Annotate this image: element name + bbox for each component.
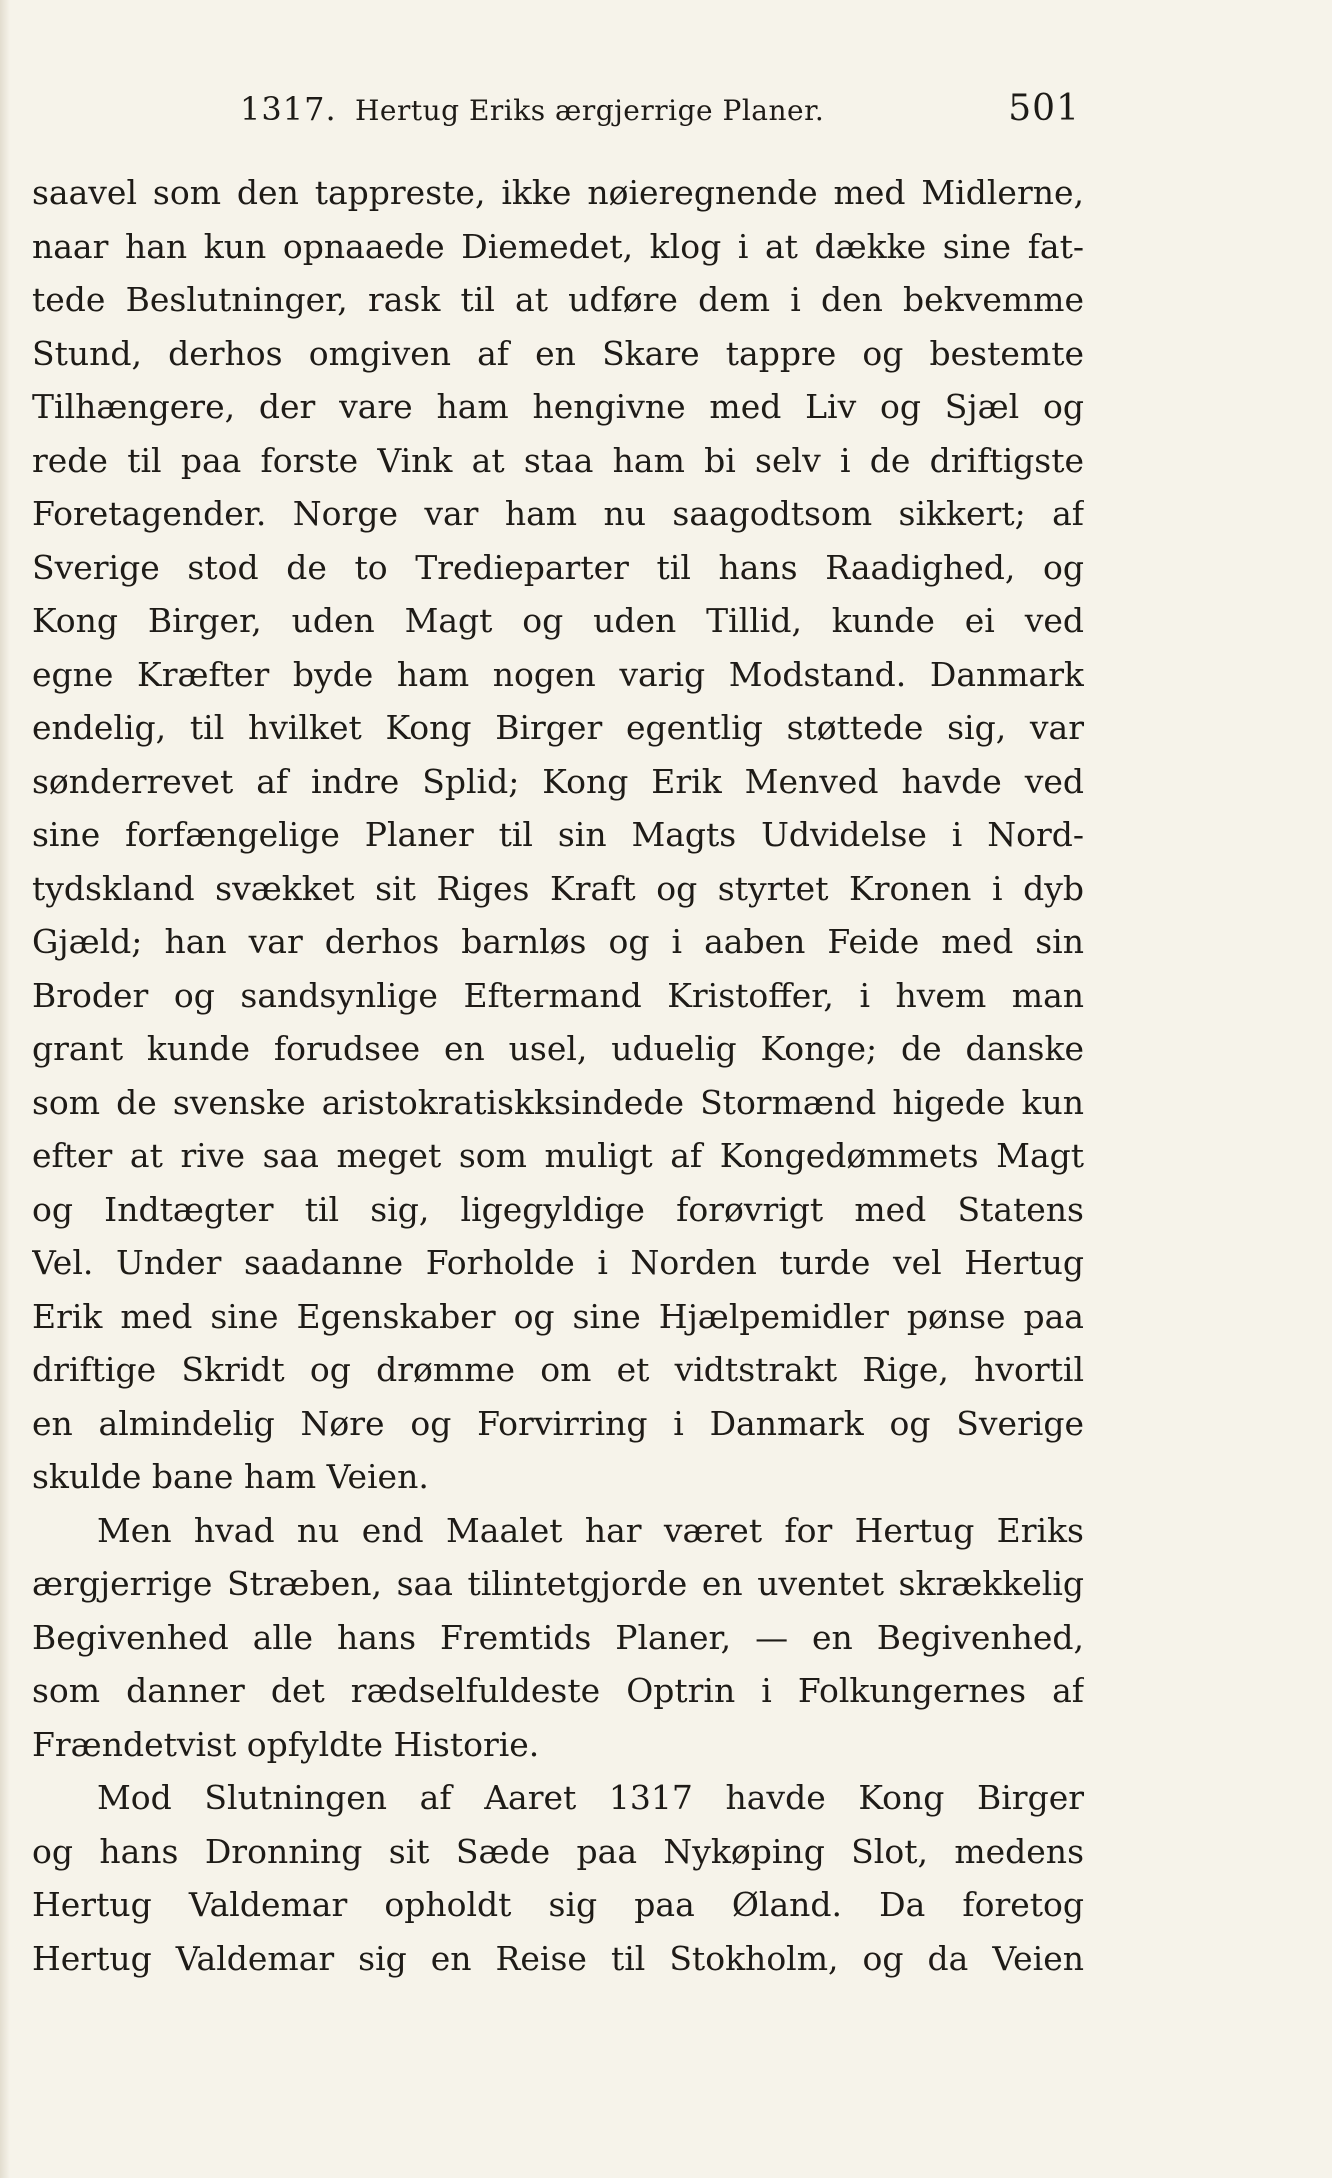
text-line: sine forfængelige Planer til sin Magts Udvidelse i Nord-: [32, 815, 1084, 854]
text-line: grant kunde forudsee en usel, uduelig Konge; de danske: [32, 1029, 1084, 1068]
text-line: ærgjerrige Stræben, saa tilintetgjorde en uventet skrækkelig: [32, 1564, 1084, 1603]
text-line: sønderrevet af indre Splid; Kong Erik Menved havde ved: [32, 761, 1084, 801]
text-line: Tilhængere, der vare ham hengivne med Liv og Sjæl og: [32, 387, 1084, 426]
text-line: som de svenske aristokratiskksindede Stormænd higede kun: [32, 1082, 1084, 1122]
text-line: Frændetvist opfyldte Historie.: [32, 1724, 540, 1764]
page-number: 501: [1008, 88, 1080, 129]
text-line: naar han kun opnaaede Diemedet, klog i at dække sine fat-: [32, 226, 1084, 266]
paragraph-start-line: Mod Slutningen af Aaret 1317 havde Kong Birger: [97, 1778, 1084, 1817]
text-line: Gjæld; han var derhos barnløs og i aaben Feide med sin: [32, 922, 1084, 961]
text-line: tede Beslutninger, rask til at udføre dem i den bekvemme: [32, 280, 1084, 319]
text-line: tydskland svækket sit Riges Kraft og styrtet Kronen i dyb: [32, 868, 1084, 908]
page-gutter-shadow: [0, 0, 10, 2178]
text-line: en almindelig Nøre og Forvirring i Danmark og Sverige: [32, 1403, 1084, 1443]
text-line: og Indtægter til sig, ligegyldige forøvrigt med Statens: [32, 1189, 1084, 1229]
text-line: Hertug Valdemar sig en Reise til Stokholm, og da Veien: [32, 1938, 1084, 1978]
text-line: driftige Skridt og drømme om et vidtstrakt Rige, hvortil: [32, 1350, 1084, 1389]
text-line: egne Kræfter byde ham nogen varig Modstand. Danmark: [32, 654, 1084, 694]
text-line: Foretagender. Norge var ham nu saagodtsom sikkert; af: [32, 494, 1084, 533]
text-line: Hertug Valdemar opholdt sig paa Øland. Da foretog: [32, 1885, 1084, 1924]
text-line: efter at rive saa meget som muligt af Kongedømmets Magt: [32, 1136, 1084, 1175]
text-line: Stund, derhos omgiven af en Skare tappre og bestemte: [32, 333, 1084, 373]
text-line: Sverige stod de to Tredieparter til hans Raadighed, og: [32, 547, 1084, 587]
text-line: Kong Birger, uden Magt og uden Tillid, kunde ei ved: [32, 601, 1084, 640]
text-line: Broder og sandsynlige Eftermand Kristoffer, i hvem man: [32, 975, 1084, 1015]
text-line: skulde bane ham Veien.: [32, 1457, 429, 1496]
text-line: som danner det rædselfuldeste Optrin i Folkungernes af: [32, 1671, 1084, 1710]
text-line: endelig, til hvilket Kong Birger egentlig støttede sig, var: [32, 708, 1084, 747]
text-line: saavel som den tappreste, ikke nøieregnende med Midlerne,: [32, 173, 1084, 212]
paragraph-start-line: Men hvad nu end Maalet har været for Hertug Eriks: [97, 1510, 1084, 1550]
body-text: [32, 166, 1084, 1985]
running-header: [240, 88, 1080, 138]
text-line: Begivenhed alle hans Fremtids Planer, — en Begivenhed,: [32, 1617, 1084, 1657]
text-line: og hans Dronning sit Sæde paa Nykøping Slot, medens: [32, 1831, 1084, 1871]
text-line: rede til paa forste Vink at staa ham bi selv i de driftigste: [32, 440, 1084, 480]
text-line: Vel. Under saadanne Forholde i Norden turde vel Hertug: [32, 1243, 1084, 1282]
header-year: 1317.: [240, 90, 337, 128]
header-title: Hertug Eriks ærgjerrige Planer.: [355, 94, 825, 127]
text-line: Erik med sine Egenskaber og sine Hjælpemidler pønse paa: [32, 1296, 1084, 1336]
